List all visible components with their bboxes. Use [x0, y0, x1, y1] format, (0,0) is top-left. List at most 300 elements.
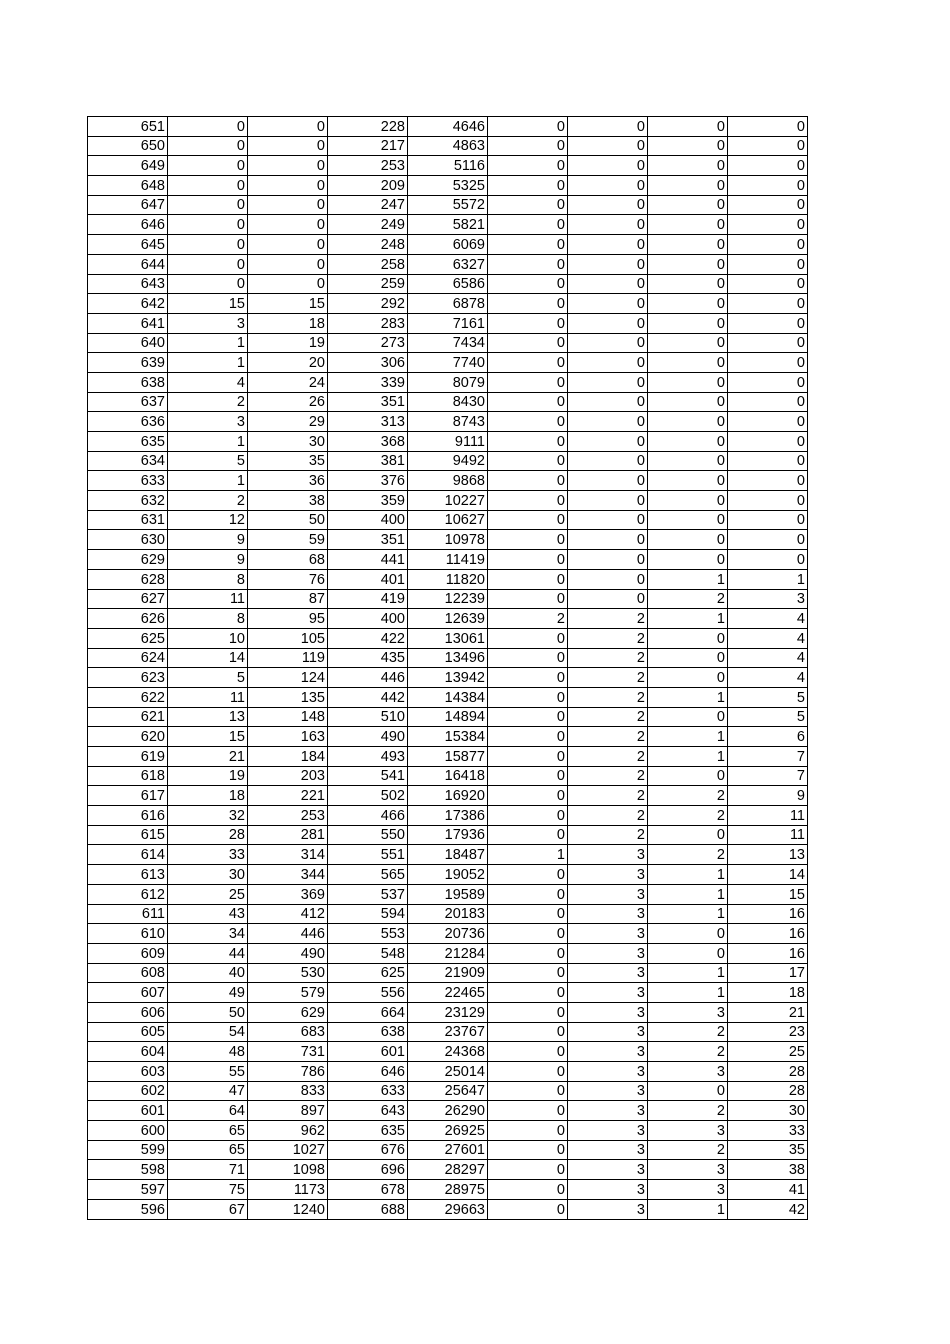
table-cell: 12 [168, 510, 248, 530]
table-row [88, 294, 808, 314]
table-cell: 9 [168, 550, 248, 570]
table-cell: 0 [568, 530, 648, 550]
table-cell: 630 [88, 530, 168, 550]
table-cell: 7 [728, 747, 808, 767]
table-cell: 4 [728, 648, 808, 668]
table-cell: 292 [328, 294, 408, 314]
table-cell: 351 [328, 530, 408, 550]
table-cell: 0 [648, 333, 728, 353]
table-cell: 0 [568, 254, 648, 274]
table-cell: 0 [728, 294, 808, 314]
table-cell: 7161 [408, 313, 488, 333]
table-cell: 24 [248, 372, 328, 392]
table-cell: 2 [568, 668, 648, 688]
table-cell: 1 [168, 432, 248, 452]
table-cell: 0 [488, 1180, 568, 1200]
table-cell: 2 [568, 648, 648, 668]
table-cell: 0 [568, 294, 648, 314]
table-cell: 635 [328, 1121, 408, 1141]
table-cell: 0 [648, 274, 728, 294]
table-cell: 19052 [408, 865, 488, 885]
table-cell: 11 [168, 687, 248, 707]
table-cell: 22465 [408, 983, 488, 1003]
table-cell: 620 [88, 727, 168, 747]
table-cell: 0 [728, 254, 808, 274]
table-cell: 0 [488, 176, 568, 196]
table-cell: 0 [168, 254, 248, 274]
table-cell: 14894 [408, 707, 488, 727]
table-cell: 0 [248, 235, 328, 255]
table-cell: 9492 [408, 451, 488, 471]
table-cell: 3 [568, 1022, 648, 1042]
table-row [88, 648, 808, 668]
table-cell: 0 [488, 786, 568, 806]
table-cell: 5821 [408, 215, 488, 235]
table-cell: 0 [248, 117, 328, 137]
table-cell: 0 [728, 550, 808, 570]
table-cell: 0 [568, 235, 648, 255]
table-cell: 209 [328, 176, 408, 196]
table-cell: 3 [568, 1101, 648, 1121]
table-cell: 1240 [248, 1199, 328, 1219]
table-cell: 24368 [408, 1042, 488, 1062]
table-cell: 12239 [408, 589, 488, 609]
table-cell: 0 [648, 825, 728, 845]
table-cell: 629 [88, 550, 168, 570]
table-cell: 0 [648, 668, 728, 688]
table-cell: 27601 [408, 1140, 488, 1160]
table-cell: 18 [168, 786, 248, 806]
table-cell: 0 [488, 943, 568, 963]
table-cell: 0 [648, 432, 728, 452]
table-row [88, 451, 808, 471]
table-cell: 0 [728, 451, 808, 471]
table-cell: 2 [648, 1022, 728, 1042]
table-cell: 15384 [408, 727, 488, 747]
table-cell: 0 [648, 628, 728, 648]
table-cell: 3 [568, 865, 648, 885]
table-cell: 0 [488, 1062, 568, 1082]
table-cell: 0 [728, 117, 808, 137]
table-row [88, 313, 808, 333]
table-cell: 0 [488, 510, 568, 530]
table-cell: 1098 [248, 1160, 328, 1180]
table-cell: 68 [248, 550, 328, 570]
table-cell: 640 [88, 333, 168, 353]
table-cell: 5572 [408, 195, 488, 215]
table-cell: 3 [648, 1160, 728, 1180]
table-cell: 19589 [408, 884, 488, 904]
table-cell: 9868 [408, 471, 488, 491]
table-cell: 0 [488, 1081, 568, 1101]
table-cell: 683 [248, 1022, 328, 1042]
table-cell: 0 [488, 687, 568, 707]
table-cell: 0 [648, 550, 728, 570]
table-cell: 446 [248, 924, 328, 944]
table-cell: 3 [568, 845, 648, 865]
table-cell: 369 [248, 884, 328, 904]
table-row [88, 884, 808, 904]
table-cell: 258 [328, 254, 408, 274]
table-cell: 4 [728, 668, 808, 688]
table-cell: 15 [248, 294, 328, 314]
table-cell: 3 [568, 1062, 648, 1082]
table-cell: 1 [168, 333, 248, 353]
table-cell: 0 [488, 628, 568, 648]
table-cell: 0 [488, 235, 568, 255]
table-cell: 2 [568, 727, 648, 747]
table-cell: 163 [248, 727, 328, 747]
table-cell: 610 [88, 924, 168, 944]
table-cell: 148 [248, 707, 328, 727]
table-cell: 3 [568, 1042, 648, 1062]
table-row [88, 1121, 808, 1141]
table-cell: 36 [248, 471, 328, 491]
table-cell: 381 [328, 451, 408, 471]
table-cell: 3 [648, 1180, 728, 1200]
table-cell: 0 [568, 589, 648, 609]
table-cell: 0 [168, 235, 248, 255]
table-cell: 0 [648, 195, 728, 215]
table-cell: 13 [168, 707, 248, 727]
table-cell: 25 [168, 884, 248, 904]
table-cell: 2 [648, 1101, 728, 1121]
table-cell: 0 [488, 156, 568, 176]
table-cell: 28 [728, 1062, 808, 1082]
table-cell: 0 [648, 766, 728, 786]
table-cell: 26290 [408, 1101, 488, 1121]
table-cell: 11 [728, 806, 808, 826]
table-row [88, 687, 808, 707]
table-cell: 2 [568, 786, 648, 806]
table-cell: 6586 [408, 274, 488, 294]
table-cell: 0 [648, 215, 728, 235]
table-cell: 2 [648, 845, 728, 865]
table-cell: 3 [568, 1002, 648, 1022]
table-cell: 0 [568, 550, 648, 570]
table-cell: 3 [568, 884, 648, 904]
table-cell: 0 [248, 195, 328, 215]
table-cell: 2 [648, 589, 728, 609]
table-cell: 17 [728, 963, 808, 983]
table-cell: 0 [648, 707, 728, 727]
table-cell: 15 [168, 294, 248, 314]
table-cell: 203 [248, 766, 328, 786]
table-cell: 7434 [408, 333, 488, 353]
table-cell: 0 [488, 136, 568, 156]
table-cell: 616 [88, 806, 168, 826]
table-cell: 2 [168, 392, 248, 412]
table-cell: 624 [88, 648, 168, 668]
table-cell: 0 [488, 1042, 568, 1062]
table-cell: 0 [488, 215, 568, 235]
table-cell: 0 [728, 333, 808, 353]
table-cell: 0 [568, 353, 648, 373]
table-cell: 87 [248, 589, 328, 609]
table-row [88, 333, 808, 353]
table-cell: 0 [648, 176, 728, 196]
table-cell: 612 [88, 884, 168, 904]
table-cell: 0 [728, 136, 808, 156]
table-cell: 0 [488, 648, 568, 668]
table-cell: 6327 [408, 254, 488, 274]
table-row [88, 235, 808, 255]
table-cell: 2 [568, 766, 648, 786]
table-cell: 359 [328, 491, 408, 511]
table-cell: 419 [328, 589, 408, 609]
table-cell: 44 [168, 943, 248, 963]
table-cell: 2 [568, 825, 648, 845]
table-cell: 0 [488, 569, 568, 589]
table-cell: 651 [88, 117, 168, 137]
table-cell: 3 [568, 963, 648, 983]
table-cell: 632 [88, 491, 168, 511]
table-cell: 306 [328, 353, 408, 373]
table-cell: 3 [568, 983, 648, 1003]
table-cell: 30 [248, 432, 328, 452]
table-cell: 0 [648, 353, 728, 373]
table-row [88, 589, 808, 609]
table-cell: 54 [168, 1022, 248, 1042]
table-cell: 603 [88, 1062, 168, 1082]
table-cell: 626 [88, 609, 168, 629]
table-row [88, 1101, 808, 1121]
table-cell: 184 [248, 747, 328, 767]
table-cell: 0 [488, 412, 568, 432]
table-cell: 0 [568, 392, 648, 412]
table-cell: 606 [88, 1002, 168, 1022]
table-cell: 75 [168, 1180, 248, 1200]
table-cell: 2 [648, 786, 728, 806]
table-cell: 0 [648, 491, 728, 511]
table-cell: 15 [168, 727, 248, 747]
table-cell: 1 [488, 845, 568, 865]
table-cell: 18 [248, 313, 328, 333]
table-cell: 646 [88, 215, 168, 235]
table-cell: 401 [328, 569, 408, 589]
table-row [88, 471, 808, 491]
table-cell: 490 [328, 727, 408, 747]
table-cell: 13942 [408, 668, 488, 688]
table-cell: 0 [488, 491, 568, 511]
table-cell: 0 [488, 1199, 568, 1219]
table-cell: 16 [728, 943, 808, 963]
table-cell: 611 [88, 904, 168, 924]
table-cell: 21 [168, 747, 248, 767]
table-cell: 1 [648, 687, 728, 707]
table-cell: 76 [248, 569, 328, 589]
table-cell: 23767 [408, 1022, 488, 1042]
table-cell: 0 [648, 530, 728, 550]
table-cell: 0 [248, 274, 328, 294]
table-cell: 40 [168, 963, 248, 983]
table-cell: 281 [248, 825, 328, 845]
table-cell: 621 [88, 707, 168, 727]
table-cell: 17386 [408, 806, 488, 826]
table-cell: 0 [488, 530, 568, 550]
table-cell: 249 [328, 215, 408, 235]
table-cell: 28297 [408, 1160, 488, 1180]
table-cell: 0 [488, 313, 568, 333]
table-cell: 5 [168, 451, 248, 471]
table-row [88, 392, 808, 412]
table-cell: 71 [168, 1160, 248, 1180]
table-cell: 59 [248, 530, 328, 550]
table-row [88, 865, 808, 885]
table-cell: 3 [568, 1199, 648, 1219]
table-cell: 0 [488, 432, 568, 452]
table-cell: 3 [568, 943, 648, 963]
table-row [88, 628, 808, 648]
table-cell: 35 [728, 1140, 808, 1160]
table-cell: 2 [568, 806, 648, 826]
table-cell: 5 [728, 687, 808, 707]
table-cell: 0 [488, 766, 568, 786]
table-cell: 0 [488, 372, 568, 392]
table-cell: 1 [728, 569, 808, 589]
table-row [88, 510, 808, 530]
table-cell: 5 [168, 668, 248, 688]
table-row [88, 668, 808, 688]
table-cell: 1 [648, 884, 728, 904]
table-row [88, 983, 808, 1003]
table-cell: 0 [648, 412, 728, 432]
table-cell: 623 [88, 668, 168, 688]
table-cell: 688 [328, 1199, 408, 1219]
table-cell: 1 [648, 609, 728, 629]
table-cell: 7740 [408, 353, 488, 373]
table-cell: 344 [248, 865, 328, 885]
table-cell: 35 [248, 451, 328, 471]
table-cell: 678 [328, 1180, 408, 1200]
table-cell: 368 [328, 432, 408, 452]
table-cell: 48 [168, 1042, 248, 1062]
table-cell: 8743 [408, 412, 488, 432]
table-cell: 0 [488, 471, 568, 491]
table-cell: 0 [568, 136, 648, 156]
data-table [87, 116, 808, 1220]
table-cell: 13 [728, 845, 808, 865]
table-cell: 4 [168, 372, 248, 392]
table-cell: 42 [728, 1199, 808, 1219]
table-cell: 0 [488, 707, 568, 727]
table-cell: 605 [88, 1022, 168, 1042]
table-cell: 0 [488, 392, 568, 412]
table-cell: 466 [328, 806, 408, 826]
table-cell: 0 [648, 471, 728, 491]
table-cell: 3 [568, 924, 648, 944]
table-cell: 0 [728, 392, 808, 412]
table-cell: 8 [168, 609, 248, 629]
table-cell: 633 [328, 1081, 408, 1101]
table-cell: 833 [248, 1081, 328, 1101]
table-cell: 259 [328, 274, 408, 294]
table-cell: 10227 [408, 491, 488, 511]
table-row [88, 136, 808, 156]
table-cell: 446 [328, 668, 408, 688]
table-cell: 3 [568, 1140, 648, 1160]
table-cell: 21284 [408, 943, 488, 963]
table-cell: 0 [488, 589, 568, 609]
table-row [88, 806, 808, 826]
table-cell: 247 [328, 195, 408, 215]
table-cell: 3 [648, 1002, 728, 1022]
table-cell: 4646 [408, 117, 488, 137]
table-cell: 12639 [408, 609, 488, 629]
table-cell: 642 [88, 294, 168, 314]
table-cell: 0 [248, 215, 328, 235]
table-cell: 643 [328, 1101, 408, 1121]
table-cell: 1 [648, 963, 728, 983]
table-cell: 20183 [408, 904, 488, 924]
table-row [88, 569, 808, 589]
table-body [88, 117, 808, 1220]
table-row [88, 412, 808, 432]
table-cell: 1 [648, 727, 728, 747]
table-cell: 0 [168, 274, 248, 294]
table-cell: 0 [488, 924, 568, 944]
table-cell: 3 [648, 1062, 728, 1082]
table-row [88, 491, 808, 511]
table-cell: 0 [488, 983, 568, 1003]
table-cell: 602 [88, 1081, 168, 1101]
table-cell: 273 [328, 333, 408, 353]
table-row [88, 825, 808, 845]
table-cell: 283 [328, 313, 408, 333]
table-cell: 0 [488, 1022, 568, 1042]
table-row [88, 1022, 808, 1042]
table-row [88, 845, 808, 865]
table-cell: 2 [568, 707, 648, 727]
table-cell: 0 [728, 412, 808, 432]
table-cell: 11 [168, 589, 248, 609]
table-cell: 3 [568, 1160, 648, 1180]
table-cell: 541 [328, 766, 408, 786]
table-row [88, 609, 808, 629]
table-cell: 604 [88, 1042, 168, 1062]
table-cell: 16418 [408, 766, 488, 786]
table-cell: 597 [88, 1180, 168, 1200]
table-cell: 11 [728, 825, 808, 845]
table-cell: 2 [648, 806, 728, 826]
table-cell: 9 [168, 530, 248, 550]
table-cell: 314 [248, 845, 328, 865]
table-cell: 38 [248, 491, 328, 511]
table-cell: 2 [568, 609, 648, 629]
table-cell: 0 [488, 1160, 568, 1180]
table-cell: 0 [568, 412, 648, 432]
table-cell: 0 [168, 195, 248, 215]
table-cell: 26 [248, 392, 328, 412]
table-cell: 0 [488, 117, 568, 137]
table-cell: 29663 [408, 1199, 488, 1219]
table-cell: 0 [728, 510, 808, 530]
table-cell: 696 [328, 1160, 408, 1180]
table-cell: 26925 [408, 1121, 488, 1141]
table-cell: 0 [568, 471, 648, 491]
table-cell: 2 [568, 628, 648, 648]
table-cell: 614 [88, 845, 168, 865]
table-cell: 0 [648, 943, 728, 963]
table-cell: 601 [88, 1101, 168, 1121]
table-cell: 0 [648, 235, 728, 255]
table-cell: 0 [168, 136, 248, 156]
table-cell: 0 [488, 294, 568, 314]
table-cell: 14 [168, 648, 248, 668]
table-cell: 55 [168, 1062, 248, 1082]
table-cell: 253 [248, 806, 328, 826]
table-cell: 6 [728, 727, 808, 747]
